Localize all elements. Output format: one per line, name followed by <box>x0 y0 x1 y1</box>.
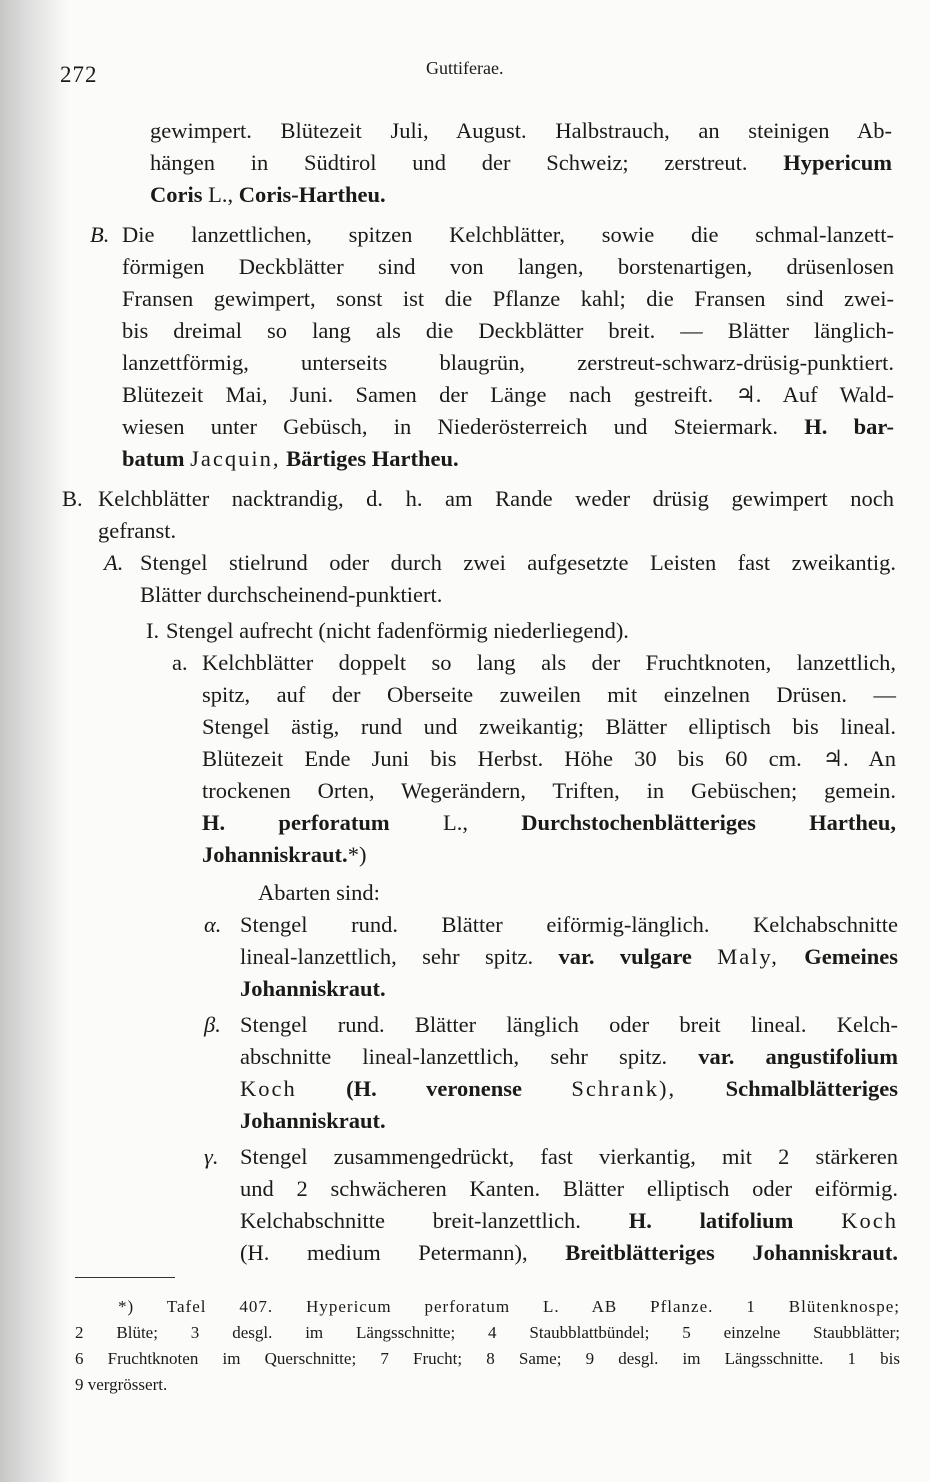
footnote-line: 9 vergrössert. <box>75 1375 168 1394</box>
section-label: I. <box>146 618 160 643</box>
section-label: β. <box>204 1012 221 1037</box>
text-line: Blätter durchscheinend-punktiert. <box>140 582 443 607</box>
running-header: Guttiferae. <box>426 58 504 78</box>
text-line: Johanniskraut. <box>240 976 386 1001</box>
text-line: lineal-lanzettlich, sehr spitz. var. vulgare Maly, Gemeines <box>240 944 898 969</box>
text-line: Die lanzettlichen, spitzen Kelchblätter, sowie die schmal-lanzett- <box>122 222 894 247</box>
section-label: a. <box>172 650 188 675</box>
text-line: und 2 schwächeren Kanten. Blätter elliptisch oder eiförmig. <box>240 1176 898 1201</box>
text-line: hängen in Südtirol und der Schweiz; zerstreut. Hypericum <box>150 150 892 175</box>
binding-shadow <box>0 0 70 1482</box>
text-line: abschnitte lineal-lanzettlich, sehr spitz. var. angustifolium <box>240 1044 899 1069</box>
text-line: H. perforatum L., Durchstochenblätteriges Hartheu, <box>202 810 897 835</box>
text-line: Koch (H. veronense Schrank), Schmalblätteriges <box>240 1076 899 1101</box>
text-line: lanzettförmig, unterseits blaugrün, zerstreut-schwarz-drüsig-punktiert. <box>122 350 894 375</box>
text-line: (H. medium Petermann), Breitblätteriges Johanniskraut. <box>240 1240 898 1265</box>
text-line: spitz, auf der Oberseite zuweilen mit einzelnen Drüsen. — <box>202 682 896 707</box>
text-line: gewimpert. Blütezeit Juli, August. Halbstrauch, an steinigen Ab- <box>150 118 892 143</box>
section-label: B. <box>62 486 83 511</box>
footnote-line: 6 Fruchtknoten im Querschnitte; 7 Frucht; 8 Same; 9 desgl. im Längsschnitte. 1 bis <box>75 1349 900 1368</box>
text-line: Kelchblätter nacktrandig, d. h. am Rande weder drüsig gewimpert noch <box>98 486 894 511</box>
section-label: B. <box>90 222 110 247</box>
text-line: gefranst. <box>98 518 177 543</box>
text-line: Blütezeit Ende Juni bis Herbst. Höhe 30 bis 60 cm. ♃. An <box>202 746 896 771</box>
text-line: Fransen gewimpert, sonst ist die Pflanze kahl; die Fransen sind zwei- <box>122 286 894 311</box>
text-line: Abarten sind: <box>258 880 380 905</box>
text-line: Stengel stielrund oder durch zwei aufgesetzte Leisten fast zweikantig. <box>140 550 896 575</box>
section-label: γ. <box>204 1144 219 1169</box>
text-line: Stengel zusammengedrückt, fast vierkantig, mit 2 stärkeren <box>240 1144 898 1169</box>
footnote-line: *) Tafel 407. Hypericum perforatum L. AB Pflanze. 1 Blütenknospe; <box>118 1297 900 1316</box>
text-line: Blütezeit Mai, Juni. Samen der Länge nach gestreift. ♃. Auf Wald- <box>122 382 894 407</box>
text-line: förmigen Deckblätter sind von langen, borstenartigen, drüsenlosen <box>122 254 894 279</box>
section-label: A. <box>104 550 124 575</box>
text-line: Stengel rund. Blätter eiförmig-länglich. Kelchabschnitte <box>240 912 898 937</box>
text-line: Stengel ästig, rund und zweikantig; Blätter elliptisch bis lineal. <box>202 714 896 739</box>
footnote-rule <box>75 1277 175 1278</box>
text-line: Stengel rund. Blätter länglich oder breit lineal. Kelch- <box>240 1012 898 1037</box>
footnote-line: 2 Blüte; 3 desgl. im Längsschnitte; 4 Staubblattbündel; 5 einzelne Staubblätter; <box>75 1323 900 1342</box>
text-line: wiesen unter Gebüsch, in Niederösterreich und Steiermark. H. bar- <box>122 414 894 439</box>
text-line: batum Jacquin, Bärtiges Hartheu. <box>122 446 459 471</box>
text-line: trockenen Orten, Wegerändern, Triften, in Gebüschen; gemein. <box>202 778 896 803</box>
text-line: Coris L., Coris-Hartheu. <box>150 182 386 207</box>
text-line: Stengel aufrecht (nicht fadenförmig niederliegend). <box>166 618 629 643</box>
text-line: Kelchabschnitte breit-lanzettlich. H. latifolium Koch <box>240 1208 898 1233</box>
text-line: Johanniskraut.*) <box>202 842 367 867</box>
page-number: 272 <box>60 62 98 87</box>
text-line: Kelchblätter doppelt so lang als der Fruchtknoten, lanzettlich, <box>202 650 896 675</box>
text-line: bis dreimal so lang als die Deckblätter breit. — Blätter länglich- <box>122 318 894 343</box>
text-line: Johanniskraut. <box>240 1108 386 1133</box>
section-label: α. <box>204 912 222 937</box>
